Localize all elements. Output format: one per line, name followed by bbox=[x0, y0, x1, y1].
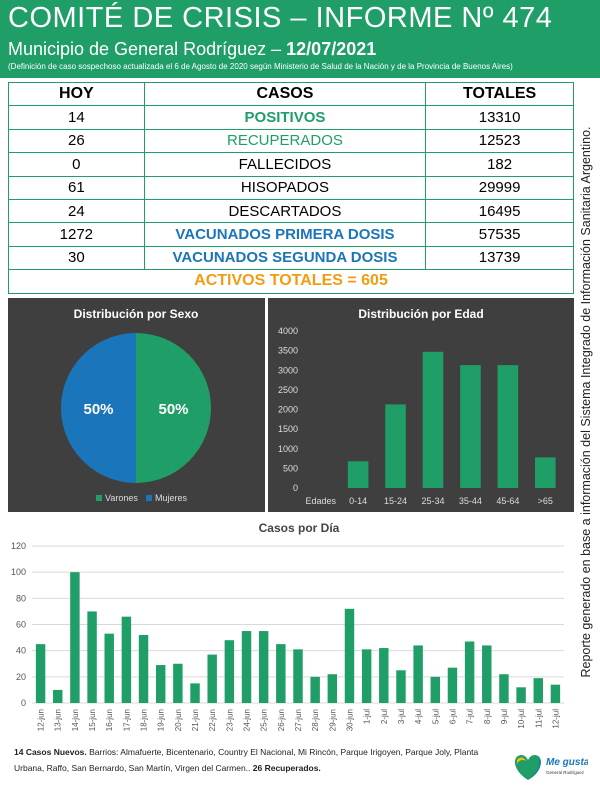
municipio-label: Municipio de General Rodríguez – bbox=[8, 39, 287, 59]
total-count: 13739 bbox=[426, 246, 574, 269]
total-count: 57535 bbox=[426, 223, 574, 246]
day-bar bbox=[345, 609, 354, 703]
x-axis-label: Edades bbox=[305, 496, 336, 506]
today-count: 1272 bbox=[9, 223, 145, 246]
source-note-text: Reporte generado en base a información del Sistema Integrado de Información Sanitaria Argentino. bbox=[579, 126, 593, 678]
age-chart-title: Distribución por Edad bbox=[358, 307, 484, 321]
y-tick-label: 2000 bbox=[277, 404, 298, 415]
cases-row bbox=[9, 106, 574, 129]
age-bar bbox=[498, 365, 519, 488]
y-tick-label: 60 bbox=[15, 619, 26, 630]
report-header bbox=[0, 0, 600, 78]
day-bar bbox=[259, 631, 268, 703]
case-type: FALLECIDOS bbox=[144, 153, 426, 176]
total-count: 12523 bbox=[426, 129, 574, 152]
x-tick-label: 8-jul bbox=[482, 709, 492, 725]
heart-logo-icon bbox=[508, 746, 588, 786]
y-tick-label: 80 bbox=[15, 593, 26, 604]
day-bar bbox=[499, 674, 508, 703]
y-tick-label: 100 bbox=[10, 567, 26, 578]
age-bar bbox=[348, 461, 369, 488]
daily-chart-panel bbox=[4, 516, 574, 742]
y-tick-label: 40 bbox=[15, 645, 26, 656]
age-chart-panel bbox=[268, 298, 574, 512]
day-bar bbox=[482, 645, 491, 703]
day-bar bbox=[53, 690, 62, 703]
x-tick-label: 3-jul bbox=[396, 709, 406, 725]
x-tick-label: 30-jun bbox=[345, 709, 355, 732]
x-tick-label: 9-jul bbox=[499, 709, 509, 725]
x-tick-label: 18-jun bbox=[139, 709, 149, 732]
x-tick-label: 16-jun bbox=[105, 709, 115, 732]
y-tick-label: 3500 bbox=[277, 345, 298, 356]
x-tick-label: 25-jun bbox=[259, 709, 269, 732]
x-tick-label: 5-jul bbox=[431, 709, 441, 725]
x-tick-label: 25-34 bbox=[421, 496, 445, 506]
logo-subtext: General Rodríguez bbox=[546, 770, 585, 775]
case-type: VACUNADOS PRIMERA DOSIS bbox=[144, 223, 426, 246]
total-count: 13310 bbox=[426, 106, 574, 129]
cases-row bbox=[9, 246, 574, 269]
case-type: DESCARTADOS bbox=[144, 199, 426, 222]
sex-chart-panel bbox=[8, 298, 265, 512]
report-subtitle bbox=[8, 39, 376, 60]
day-bar bbox=[516, 687, 525, 703]
x-tick-label: 45-64 bbox=[496, 496, 520, 506]
sex-pie-chart bbox=[8, 298, 265, 512]
x-tick-label: 11-jul bbox=[534, 709, 544, 728]
case-type: HISOPADOS bbox=[144, 176, 426, 199]
report-date: 12/07/2021 bbox=[286, 39, 377, 59]
cases-row bbox=[9, 223, 574, 246]
day-bar bbox=[105, 634, 114, 703]
x-tick-label: 12-jul bbox=[551, 709, 561, 729]
day-bar bbox=[87, 611, 96, 703]
x-tick-label: 29-jun bbox=[328, 709, 338, 732]
today-count: 30 bbox=[9, 246, 145, 269]
day-bar bbox=[534, 678, 543, 703]
header-totales: TOTALES bbox=[426, 83, 574, 106]
age-bar bbox=[460, 365, 481, 488]
x-tick-label: 19-jun bbox=[156, 709, 166, 732]
day-bar bbox=[190, 683, 199, 703]
y-tick-label: 3000 bbox=[277, 365, 298, 376]
day-bar bbox=[225, 640, 234, 703]
today-count: 14 bbox=[9, 106, 145, 129]
day-bar bbox=[139, 635, 148, 703]
x-tick-label: 15-24 bbox=[384, 496, 408, 506]
day-bar bbox=[379, 648, 388, 703]
legend-swatch bbox=[146, 495, 152, 501]
x-tick-label: 35-44 bbox=[458, 496, 482, 506]
y-tick-label: 4000 bbox=[277, 326, 298, 336]
x-tick-label: 15-jun bbox=[88, 709, 98, 732]
x-tick-label: 27-jun bbox=[294, 709, 303, 732]
x-tick-label: 1-jul bbox=[362, 709, 372, 725]
day-bar bbox=[242, 631, 251, 703]
x-tick-label: 0-14 bbox=[349, 496, 368, 506]
day-bar bbox=[551, 685, 560, 703]
x-tick-label: 20-jun bbox=[173, 709, 183, 732]
x-tick-label: 12-jun bbox=[36, 709, 46, 732]
today-count: 26 bbox=[9, 129, 145, 152]
x-tick-label: 13-jun bbox=[53, 709, 63, 732]
daily-bar-chart bbox=[4, 516, 574, 742]
x-tick-label: 21-jun bbox=[191, 709, 201, 732]
day-bar bbox=[122, 617, 131, 703]
definition-note: (Definición de caso sospechoso actualizada el 6 de Agosto de 2020 según Ministerio de Salud de la Nación y de la Provincia de Buenos Aires) bbox=[8, 62, 513, 71]
sex-chart-title: Distribución por Sexo bbox=[73, 307, 199, 321]
header-hoy: HOY bbox=[9, 83, 145, 106]
total-count: 29999 bbox=[426, 176, 574, 199]
report-title: COMITÉ DE CRISIS – INFORME Nº 474 bbox=[8, 2, 553, 34]
barrios-list: Barrios: Almafuerte, Bicentenario, Country El Nacional, Mi Rincón, Parque Irigoyen, Parque Joly, Planta Urbana, Raffo, San Bernardo, San Martín, Virgen del Carmen.. bbox=[14, 747, 479, 773]
active-row bbox=[9, 270, 574, 293]
total-count: 182 bbox=[426, 153, 574, 176]
x-tick-label: >65 bbox=[537, 496, 553, 506]
source-note bbox=[576, 122, 596, 682]
age-bar bbox=[385, 404, 406, 488]
cases-row bbox=[9, 199, 574, 222]
total-count: 16495 bbox=[426, 199, 574, 222]
footer-note bbox=[14, 744, 494, 776]
day-bar bbox=[36, 644, 45, 703]
pie-label: 50% bbox=[83, 401, 114, 418]
today-count: 0 bbox=[9, 153, 145, 176]
day-bar bbox=[293, 649, 302, 703]
today-count: 61 bbox=[9, 176, 145, 199]
logo-text: Me gusta bbox=[546, 757, 588, 768]
y-tick-label: 1000 bbox=[277, 443, 298, 454]
x-tick-label: 10-jul bbox=[517, 709, 527, 729]
day-bar bbox=[328, 674, 337, 703]
legend-swatch bbox=[96, 495, 102, 501]
day-bar bbox=[156, 665, 165, 703]
cases-table-header bbox=[9, 83, 574, 106]
new-cases-count: 14 Casos Nuevos. bbox=[14, 747, 87, 757]
day-bar bbox=[448, 668, 457, 703]
age-bar bbox=[535, 457, 556, 488]
y-tick-label: 0 bbox=[292, 483, 298, 493]
case-type: POSITIVOS bbox=[144, 106, 426, 129]
y-tick-label: 1500 bbox=[277, 424, 298, 435]
age-bar-chart bbox=[268, 298, 574, 512]
x-tick-label: 14-jun bbox=[70, 709, 80, 732]
cases-row bbox=[9, 129, 574, 152]
day-bar bbox=[70, 572, 79, 703]
y-tick-label: 120 bbox=[10, 541, 26, 551]
day-bar bbox=[396, 670, 405, 703]
pie-label: 50% bbox=[158, 401, 189, 418]
active-total: ACTIVOS TOTALES = 605 bbox=[9, 270, 574, 293]
x-tick-label: 4-jul bbox=[414, 709, 424, 725]
x-tick-label: 6-jul bbox=[448, 709, 458, 725]
y-tick-label: 0 bbox=[20, 698, 26, 708]
case-type: VACUNADOS SEGUNDA DOSIS bbox=[144, 246, 426, 269]
cases-row bbox=[9, 153, 574, 176]
x-tick-label: 7-jul bbox=[465, 709, 475, 725]
day-bar bbox=[465, 642, 474, 703]
day-bar bbox=[413, 645, 422, 703]
x-tick-label: 24-jun bbox=[242, 709, 252, 732]
y-tick-label: 20 bbox=[15, 671, 26, 682]
cases-table bbox=[8, 82, 574, 294]
day-bar bbox=[310, 677, 319, 703]
x-tick-label: 28-jun bbox=[311, 709, 321, 732]
cases-row bbox=[9, 176, 574, 199]
x-tick-label: 22-jun bbox=[208, 709, 218, 732]
day-bar bbox=[431, 677, 440, 703]
day-bar bbox=[362, 649, 371, 703]
today-count: 24 bbox=[9, 199, 145, 222]
x-tick-label: 26-jun bbox=[276, 709, 286, 732]
me-gusta-logo bbox=[508, 746, 588, 786]
y-tick-label: 500 bbox=[282, 463, 298, 474]
y-tick-label: 2500 bbox=[277, 384, 298, 395]
x-tick-label: 17-jun bbox=[122, 709, 132, 732]
case-type: RECUPERADOS bbox=[144, 129, 426, 152]
x-tick-label: 23-jun bbox=[225, 709, 235, 732]
day-bar bbox=[276, 644, 285, 703]
x-tick-label: 2-jul bbox=[379, 709, 389, 725]
age-bar bbox=[423, 352, 444, 488]
day-bar bbox=[173, 664, 182, 703]
legend-label: Varones bbox=[105, 493, 138, 503]
day-bar bbox=[207, 655, 216, 703]
header-casos: CASOS bbox=[144, 83, 426, 106]
daily-chart-title: Casos por Día bbox=[258, 521, 340, 535]
recovered-count: 26 Recuperados. bbox=[252, 763, 321, 773]
legend-label: Mujeres bbox=[155, 493, 188, 503]
